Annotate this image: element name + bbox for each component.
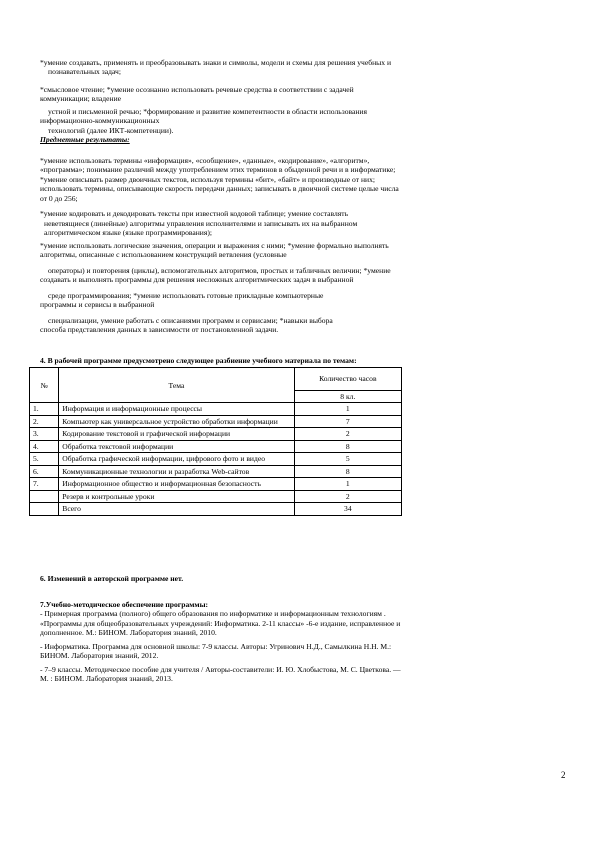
row-hours: 34 xyxy=(294,503,401,515)
text-line: БИНОМ. Лаборатория знаний, 2012. xyxy=(40,651,159,661)
subject-results-heading: Предметные результаты: xyxy=(40,135,130,145)
text-line: *умение кодировать и декодировать тексты при известной кодовой таблице; умение составлять xyxy=(40,209,349,219)
row-hours: 5 xyxy=(294,453,401,465)
table-row xyxy=(30,403,402,415)
text-line: «программа»; понимание различий между употреблением этих терминов в обыденной речи и в информатике; xyxy=(40,165,396,175)
text-line: «Программы для общеобразовательных учреждений: Информатика. 2-11 классы» -6-е издание, исправленное и xyxy=(40,618,401,628)
column-header-topic: Тема xyxy=(59,368,294,403)
row-number: 4. xyxy=(30,440,59,452)
row-number: 5. xyxy=(30,453,59,465)
text-line: *умение использовать логические значения, операции и выражения с ними; *умение формально выполнять xyxy=(40,240,389,250)
text-line: специализации, умение работать с описаниями программ и сервисами; *навыки выбора xyxy=(48,315,333,325)
text-line: неветвящиеся (линейные) алгоритмы управления исполнителями и записывать их на выбранном xyxy=(44,218,358,228)
row-number: 1. xyxy=(30,403,59,415)
section-6: 6. Изменений в авторской программе нет. xyxy=(40,574,184,583)
section-7-title: 7.Учебно-методическое обеспечение программы: xyxy=(40,600,209,609)
table-row xyxy=(30,415,402,427)
table-row xyxy=(30,490,402,502)
column-header-hours: Количество часов xyxy=(294,368,401,391)
topics-table xyxy=(29,367,402,516)
row-topic: Обработка текстовой информации xyxy=(59,440,294,452)
table-row xyxy=(30,465,402,477)
text-line: *умение описывать размер двоичных текстов, используя термины «бит», «байт» и производные от них; xyxy=(40,174,376,184)
subject-results xyxy=(40,156,500,335)
text-line: *смысловое чтение; *умение осознанно использовать речевые средства в соответствии с задачей xyxy=(40,84,354,94)
row-hours: 1 xyxy=(294,478,401,490)
text-line: *умение создавать, применять и преобразовывать знаки и символы, модели и схемы для решения учебных и xyxy=(40,58,392,67)
row-hours: 8 xyxy=(294,465,401,477)
metasubject-results xyxy=(40,58,500,145)
row-number: 7. xyxy=(30,478,59,490)
row-topic: Компьютер как универсальное устройство обработки информации xyxy=(59,415,294,427)
row-number: 3. xyxy=(30,428,59,440)
row-topic: Информация и информационные процессы xyxy=(59,403,294,415)
text-line: дополненное. М.: БИНОМ. Лаборатория знаний, 2010. xyxy=(40,628,217,638)
table-row xyxy=(30,440,402,452)
table-row xyxy=(30,503,402,515)
text-line: среде программирования; *умение использовать готовые прикладные компьютерные xyxy=(48,290,324,300)
section-7 xyxy=(40,600,500,684)
row-number xyxy=(30,503,59,515)
row-number xyxy=(30,490,59,502)
text-line: алгоритмическом языке (языке программирования); xyxy=(44,228,212,238)
text-line: - 7–9 классы. Методическое пособие для учителя / Авторы-составители: И. Ю. Хлобыстова, М. С. Цветкова. — xyxy=(40,664,401,674)
row-topic: Всего xyxy=(59,503,294,515)
text-line: познавательных задач; xyxy=(48,67,121,77)
row-topic: Коммуникационные технологии и разработка Web-сайтов xyxy=(59,465,294,477)
column-header-number: № xyxy=(30,368,59,403)
row-topic: Обработка графической информации, цифрового фото и видео xyxy=(59,453,294,465)
text-line: алгоритмы, описанные с использованием конструкций ветвления (условные xyxy=(40,250,287,260)
section-4-title: 4. В рабочей программе предусмотрено следующее разбиение учебного материала по темам: xyxy=(40,356,357,365)
text-line: М. : БИНОМ. Лаборатория знаний, 2013. xyxy=(40,674,173,684)
page-number: 2 xyxy=(561,770,566,780)
text-line: - Примерная программа (полного) общего образования по информатике и информационным технологиям . xyxy=(40,609,386,619)
text-line: использовать термины, описывающие скорость передачи данных; записывать в двоичной системе целые числа xyxy=(40,184,399,194)
table-row xyxy=(30,478,402,490)
text-line: от 0 до 256; xyxy=(40,193,78,203)
row-topic: Кодирование текстовой и графической информации xyxy=(59,428,294,440)
text-line: коммуникации; владение xyxy=(40,94,122,104)
table-row xyxy=(30,453,402,465)
row-number: 2. xyxy=(30,415,59,427)
row-hours: 8 xyxy=(294,440,401,452)
text-line: способа представления данных в зависимости от постановленной задачи. xyxy=(40,325,279,335)
row-hours: 2 xyxy=(294,490,401,502)
row-topic: Информационное общество и информационная безопасность xyxy=(59,478,294,490)
table-header-row xyxy=(30,368,402,391)
row-hours: 7 xyxy=(294,415,401,427)
row-number: 6. xyxy=(30,465,59,477)
row-topic: Резерв и контрольные уроки xyxy=(59,490,294,502)
text-line: программы и сервисы в выбранной xyxy=(40,300,155,310)
column-header-grade: 8 кл. xyxy=(294,391,401,403)
text-line: - Информатика. Программа для основной школы: 7-9 классы. Авторы: Угринович Н.Д., Самылкина Н.Н. М.: xyxy=(40,641,392,651)
text-line: устной и письменной речью; *формирование и развитие компетентности в области использования xyxy=(48,106,367,116)
row-hours: 2 xyxy=(294,428,401,440)
table-row xyxy=(30,428,402,440)
text-line: *умение использовать термины «информация», «сообщение», «данные», «кодирование», «алгоритм», xyxy=(40,156,370,165)
text-line: создавать и выполнять программы для решения несложных алгоритмических задач в выбранной xyxy=(40,275,354,285)
text-line: информационно-коммуникационных xyxy=(40,116,160,126)
text-line: операторы) и повторения (циклы), вспомогательных алгоритмов, простых и табличных величин; *умение xyxy=(48,265,391,275)
row-hours: 1 xyxy=(294,403,401,415)
text-line: технологий (далее ИКТ-компетенции). xyxy=(48,125,174,135)
